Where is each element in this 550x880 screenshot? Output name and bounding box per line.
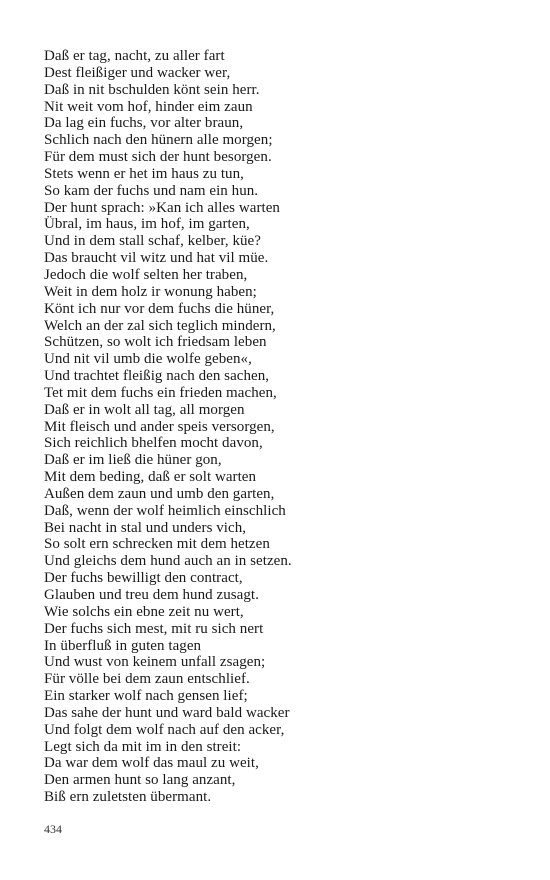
verse-line: Und trachtet fleißig nach den sachen,	[44, 368, 270, 385]
verse-line: Für dem must sich der hunt besorgen.	[44, 149, 272, 166]
verse-line: Ein starker wolf nach gensen lief;	[44, 688, 248, 705]
verse-line: Und gleichs dem hund auch an in setzen.	[44, 553, 292, 570]
verse-line: Mit dem beding, daß er solt warten	[44, 469, 257, 486]
verse-line: Schlich nach den hünern alle morgen;	[44, 132, 273, 149]
verse-line: Und in dem stall schaf, kelber, küe?	[44, 233, 261, 250]
poem-text	[44, 48, 292, 806]
verse-line: Sich reichlich bhelfen mocht davon,	[44, 435, 263, 452]
verse-line: Und wust von keinem unfall zsagen;	[44, 654, 266, 671]
verse-line: Nit weit vom hof, hinder eim zaun	[44, 98, 253, 115]
verse-line: Weit in dem holz ir wonung haben;	[44, 283, 257, 300]
verse-line: Das sahe der hunt und ward bald wacker	[44, 704, 290, 721]
verse-line: Stets wenn er het im haus zu tun,	[44, 165, 244, 182]
verse-line: Schützen, so wolt ich friedsam leben	[44, 334, 267, 351]
verse-line: Und folgt dem wolf nach auf den acker,	[44, 721, 285, 738]
verse-line: Der hunt sprach: »Kan ich alles warten	[44, 199, 280, 216]
verse-line: Jedoch die wolf selten her traben,	[44, 266, 248, 283]
verse-line: Glauben und treu dem hund zusagt.	[44, 587, 259, 603]
verse-line: Für völle bei dem zaun entschlief.	[44, 671, 250, 688]
verse-line: Könt ich nur vor dem fuchs die hüner,	[44, 300, 275, 317]
verse-line: Daß, wenn der wolf heimlich einschlich	[44, 502, 286, 519]
verse-line: Daß in nit bschulden könt sein herr.	[44, 81, 260, 98]
verse-line: Biß ern zuletsten übermant.	[44, 789, 212, 806]
verse-line: So kam der fuchs und nam ein hun.	[44, 182, 259, 199]
verse-line: Der fuchs bewilligt den contract,	[44, 570, 243, 587]
verse-line: Legt sich da mit im in den streit:	[44, 738, 242, 755]
verse-line: Wie solchs ein ebne zeit nu wert,	[44, 603, 244, 620]
verse-line: Übral, im haus, im hof, im garten,	[44, 216, 250, 233]
page-number: 434	[44, 822, 62, 836]
verse-line: Da war dem wolf das maul zu weit,	[44, 755, 259, 772]
verse-line: Den armen hunt so lang anzant,	[44, 772, 236, 789]
verse-line: Tet mit dem fuchs ein frieden machen,	[44, 384, 277, 401]
verse-line: Mit fleisch und ander speis versorgen,	[44, 418, 275, 435]
verse-line: Dest fleißiger und wacker wer,	[44, 64, 231, 81]
verse-line: Da lag ein fuchs, vor alter braun,	[44, 115, 244, 132]
verse-line: Und nit vil umb die wolfe geben«,	[44, 351, 252, 368]
verse-line: Welch an der zal sich teglich mindern,	[44, 317, 276, 334]
verse-line: Daß er in wolt all tag, all morgen	[44, 401, 245, 418]
verse-line: Der fuchs sich mest, mit ru sich nert	[44, 620, 264, 637]
verse-line: Bei nacht in stal und unders vich,	[44, 519, 247, 536]
verse-line: In überfluß in guten tagen	[44, 637, 202, 654]
verse-line: Außen dem zaun und umb den garten,	[44, 485, 275, 502]
verse-line: Daß er tag, nacht, zu aller fart	[44, 48, 225, 64]
verse-line: Daß er im ließ die hüner gon,	[44, 452, 222, 469]
verse-line: So solt ern schrecken mit dem hetzen	[44, 536, 270, 553]
verse-line: Das braucht vil witz und hat vil müe.	[44, 250, 269, 267]
